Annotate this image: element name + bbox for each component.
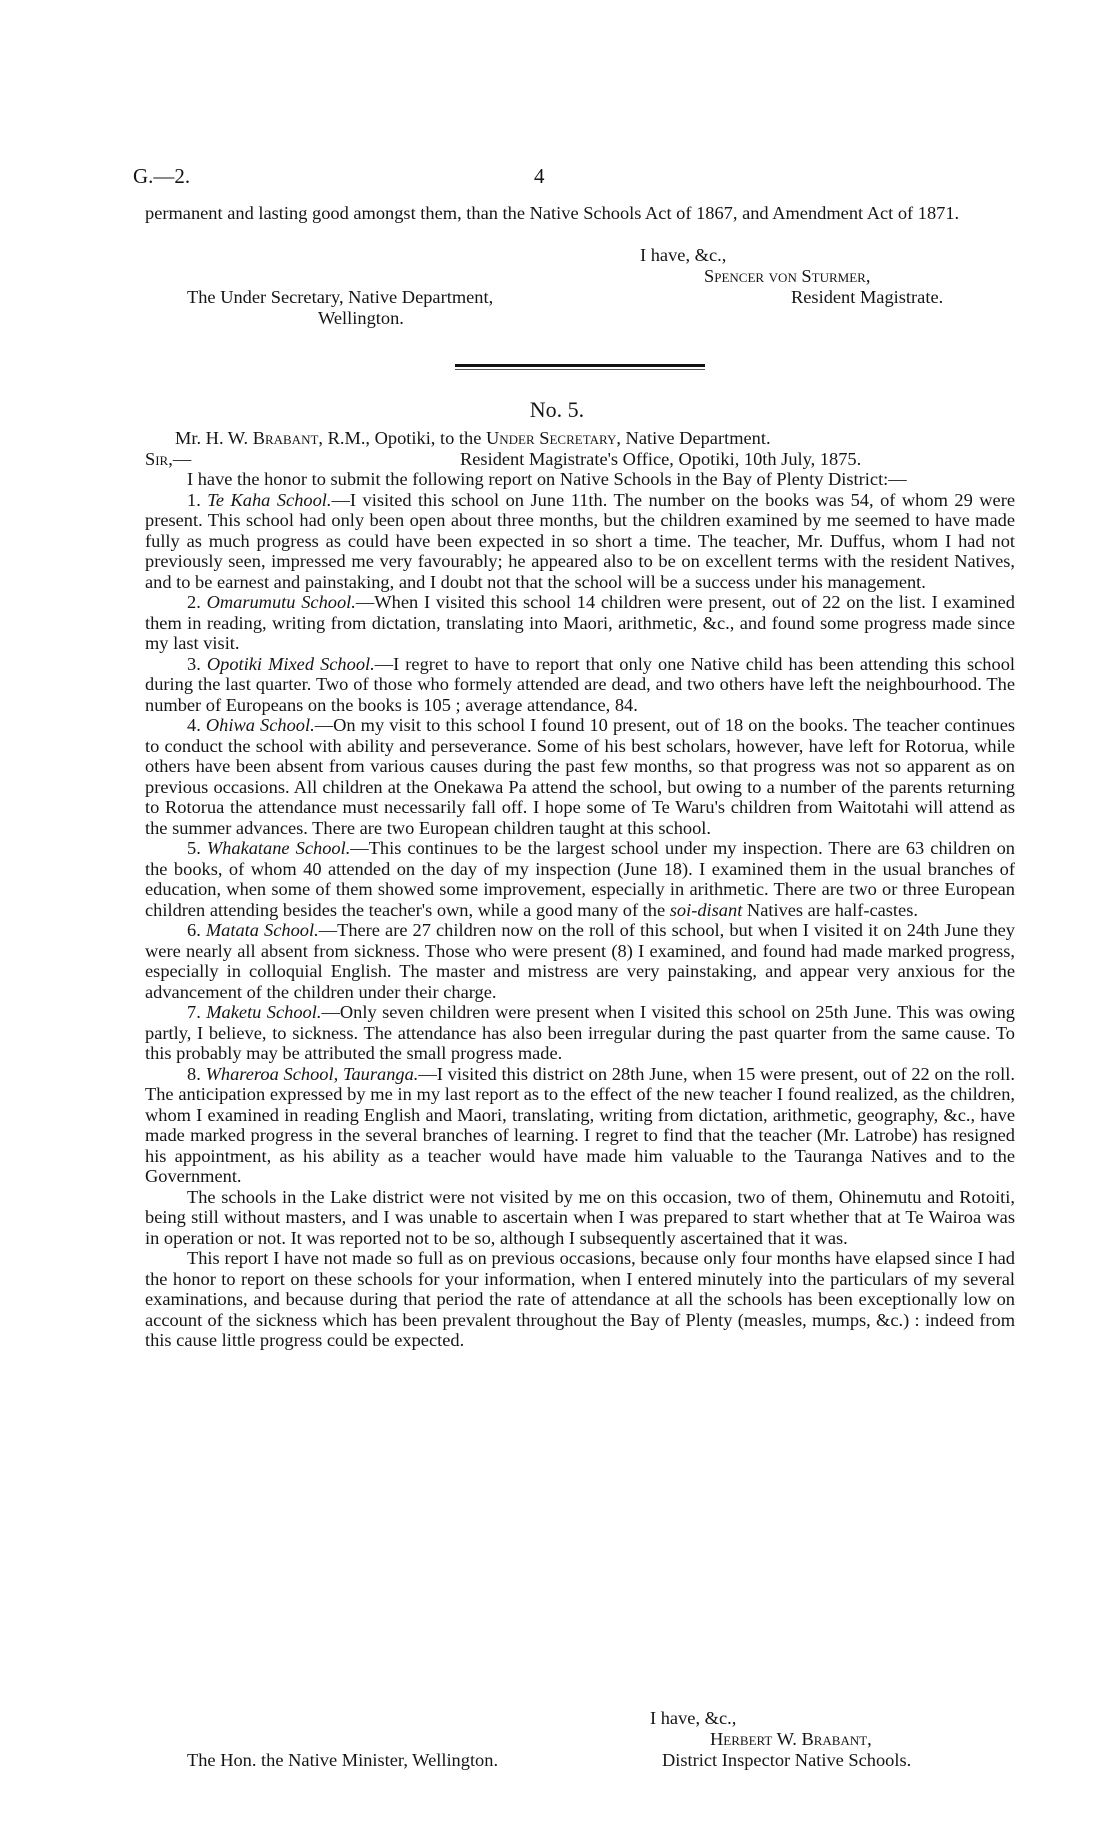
school-text: —Only seven children were present when I visited this school on 25th June. This was owing partly, I believe, to sickness. The attendance has also been irregular during the past quarter from the same cause. To this probably may be attributed the small progress made.: [145, 1002, 1015, 1063]
letter1-signer-name: Spencer von Sturmer,: [704, 266, 871, 286]
school-name: Omarumutu School.: [206, 592, 356, 612]
letter2-signer-title: District Inspector Native Schools.: [662, 1750, 912, 1770]
school-text: —I visited this district on 28th June, when 15 were present, out of 22 on the roll. The anticipation expressed by me in my last report as to the effect of the new teacher I found realized, as the children, whom I examined in reading English and Maori, translating, writing from dictation, arithmetic, geography, &c., have made marked progress in the several branches of learning. I regret to find that the teacher (Mr. Latrobe) has resigned his appointment, as his ability as a teacher would have made him valuable to the Tauranga Natives and to the Government.: [145, 1063, 1015, 1186]
school-paragraph-3: [145, 654, 1015, 716]
school-number: 7.: [187, 1002, 201, 1022]
school-paragraph-1: [145, 490, 1015, 593]
letter1-addressee-city: Wellington.: [318, 308, 404, 328]
letter1-paragraph: permanent and lasting good amongst them, than the Native Schools Act of 1867, and Amendment Act of 1871.: [145, 203, 960, 223]
salutation: Sir,—: [145, 448, 192, 469]
school-name: Te Kaha School.: [207, 489, 332, 510]
school-text: —I regret to have to report that only one Native child has been attending this school during the last quarter. Two of those who formely attended are dead, and two others have left the neighbourhood. The number of Europeans on the books is 105 ; average attendance, 84.: [145, 653, 1015, 715]
school-number: 1.: [187, 489, 201, 510]
letter2-closing: I have, &c.,: [650, 1708, 737, 1728]
school-text: —This continues to be the largest school under my inspection. There are 63 children on the books, of whom 40 attended on the day of my inspection (June 18). I examined them in the usual branches of education, when some of them showed some improvement, especially in arithmetic. There are two or three European children attending besides the teacher's own, while a good many of the: [145, 838, 1015, 920]
school-number: 2.: [187, 592, 201, 612]
school-paragraph-5: [145, 838, 1015, 920]
school-name: Whakatane School.: [206, 838, 351, 858]
letter1-signer-title: Resident Magistrate.: [791, 287, 944, 307]
page-number: 4: [534, 164, 545, 188]
section-divider: [455, 364, 705, 367]
school-paragraph-8: [145, 1064, 1015, 1187]
school-text: —I visited this school on June 11th. The number on the books was 54, of whom 29 were present. This school had only been open about three months, but the children examined by me seemed to have made fully as much progress as could have been expected in so short a time. The teacher, Mr. Duffus, whom I had not previously seen, impressed me very favourably; he appeared also to be on excellent terms with the resident Natives, and to be earnest and painstaking, and I doubt not that the school will be a success under his management.: [145, 489, 1015, 592]
letter2-signer-name: Herbert W. Brabant,: [710, 1729, 872, 1749]
office-dateline: Resident Magistrate's Office, Opotiki, 10th July, 1875.: [460, 448, 862, 469]
salutation-row: [145, 449, 1015, 470]
letter1-closing: I have, &c.,: [640, 245, 727, 265]
school-text: —There are 27 children now on the roll of this school, but when I visited it on 24th June they were nearly all absent from sickness. Those who were present (8) I examined, and found had made marked progress, especially in colloquial English. The master and mistress are very painstaking, and appear very anxious for the advancement of the children under their charge.: [145, 920, 1015, 1002]
school-name: Opotiki Mixed School.: [206, 653, 375, 674]
letter1-addressee: The Under Secretary, Native Department,: [187, 287, 494, 307]
lake-district-paragraph: The schools in the Lake district were not visited by me on this occasion, two of them, Ohinemutu and Rotoiti, being still without masters, and I was unable to ascertain when I was prepared to start whether that at Te Wairoa was in operation or not. It was reported not to be so, although I subsequently ascertained that it was.: [145, 1186, 1015, 1248]
school-name: Ohiwa School.: [205, 715, 315, 735]
school-text-end: Natives are half-castes.: [742, 899, 918, 920]
summary-paragraph: This report I have not made so full as on previous occasions, because only four months have elapsed since I had the honor to report on these schools for your information, when I entered minutely into the particulars of my several examinations, and because during that period the rate of attendance at all the schools has been exceptionally low on account of the sickness which has been prevalent throughout the Bay of Plenty (measles, mumps, &c.) : indeed from this cause little progress could be expected.: [145, 1248, 1015, 1350]
letter-number-heading: No. 5.: [529, 397, 585, 422]
letter2-body: [145, 428, 1015, 1351]
letter1-continuation: [145, 203, 1015, 224]
school-text: —When I visited this school 14 children were present, out of 22 on the list. I examined them in reading, writing from dictation, translating into Maori, arithmetic, &c., and found some progress made since my last visit.: [145, 592, 1015, 653]
intro-from-name: Brabant: [252, 428, 319, 448]
intro-mid: , R.M., Opotiki, to the: [318, 428, 482, 448]
intro-from: Mr. H. W.: [175, 428, 249, 448]
school-number: 8.: [187, 1063, 201, 1084]
letter2-intro: [145, 428, 1015, 449]
italic-term: soi-disant: [669, 899, 743, 920]
school-number: 3.: [187, 653, 201, 674]
school-number: 4.: [187, 715, 201, 735]
letter2-addressee: The Hon. the Native Minister, Wellington.: [187, 1750, 499, 1770]
school-name: Whareroa School, Tauranga.: [205, 1063, 419, 1084]
school-paragraph-4: [145, 715, 1015, 838]
school-number: 6.: [187, 920, 201, 940]
intro-to: Under Secretary: [485, 428, 617, 448]
section-divider-thin: [455, 369, 705, 370]
school-name: Matata School.: [205, 920, 319, 940]
school-paragraph-6: [145, 920, 1015, 1002]
intro-end: , Native Department.: [616, 428, 771, 448]
school-name: Maketu School.: [206, 1002, 322, 1022]
running-header-ref: G.—2.: [133, 164, 191, 188]
school-paragraph-2: [145, 592, 1015, 654]
school-paragraph-7: [145, 1002, 1015, 1064]
school-number: 5.: [187, 838, 201, 858]
opening-paragraph: I have the honor to submit the following report on Native Schools in the Bay of Plenty District:—: [187, 469, 907, 489]
school-text: —On my visit to this school I found 10 present, out of 18 on the books. The teacher continues to conduct the school with ability and perseverance. Some of his best scholars, however, have left for Rotorua, while others have been absent from various causes during the past few months, so that progress was not so apparent as on previous occasions. All children at the Onekawa Pa attend the school, but owing to a number of the parents returning to Rotorua the attendance must necessarily fall off. I hope some of Te Waru's children from Waitotahi will attend as the summer advances. There are two European children taught at this school.: [145, 715, 1016, 838]
